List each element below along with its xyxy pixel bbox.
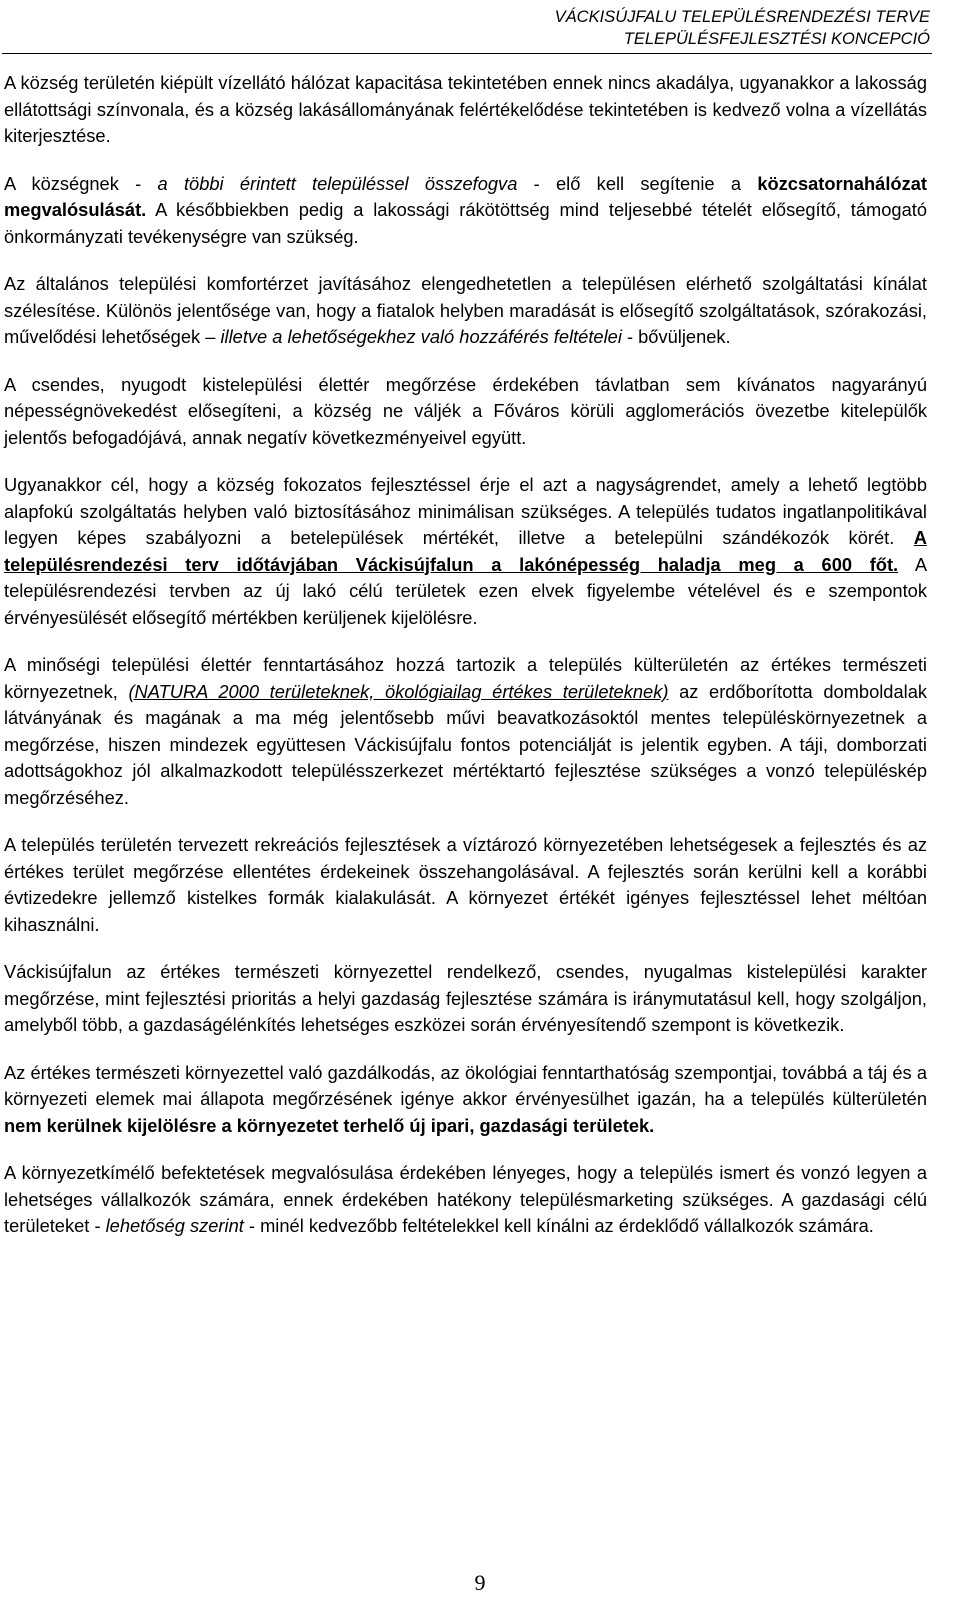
paragraph (4, 472, 927, 631)
text-run: nem kerülnek kijelölésre a környezetet terhelő új ipari, gazdasági területek. (4, 1114, 655, 1136)
text-run: illetve a lehetőségekhez való hozzáférés feltételei (220, 326, 622, 347)
text-run: A község területén kiépült vízellátó hálózat kapacitása tekintetében ennek nincs akadálya, ugyanakkor a lakosság ellátottsági színvonala, és a község lakásállományának felértékelődése tekintetében is kedvező volna a vízellátás kiterjesztése. (4, 72, 927, 146)
text-run: A későbbiekben pedig a lakossági rákötöttség mind teljesebbé tételét elősegítő, támogató önkormányzati tevékenységre van szükség. (4, 199, 927, 247)
text-run: Váckisújfalun az értékes természeti környezettel rendelkező, csendes, nyugalmas kistelepülési karakter megőrzése, mint fejlesztési prioritás a helyi gazdaság fejlesztése számára is iránymutatásul kell, hogy szolgáljon, amelyből több, a gazdaságélénkítés lehetséges eszközei során érvényesítendő szempont is következik. (4, 961, 927, 1035)
text-run: lehetőség szerint (105, 1215, 244, 1236)
text-run: A település területén tervezett rekreációs fejlesztések a víztározó környezetében lehetségesek a fejlesztés és az értékes terület megőrzése ellentétes érdekeinek összehangolásával. A fejlesztés során kerülni kell a korábbi évtizedekre jellemző kistelkes formák kialakulását. A környezet értékét igényes fejlesztéssel lehet méltóan kihasználni. (4, 834, 927, 935)
text-run: - elő kell segítenie a (517, 172, 758, 194)
text-run: A minőségi települési élettér fenntartásához hozzá tartozik a település külterületén az értékes természeti környezetnek, (4, 654, 927, 702)
paragraph (4, 652, 927, 811)
paragraph (4, 959, 927, 1039)
header-title: VÁCKISÚJFALU TELEPÜLÉSRENDEZÉSI TERVE (554, 8, 930, 26)
text-run: A csendes, nyugodt kistelepülési élettér megőrzése érdekében távlatban sem kívánatos nagyarányú népességnövekedést elősegíteni, a község ne váljék a Főváros körüli agglomerációs övezetbe kitelepülők jelentős befogadójává, annak negatív következményeivel együtt. (4, 373, 927, 448)
running-header (555, 6, 930, 50)
header-subtitle: TELEPÜLÉSFEJLESZTÉSI KONCEPCIÓ (623, 30, 930, 48)
paragraph (4, 1060, 927, 1140)
paragraph (4, 271, 927, 351)
text-run: a többi érintett településsel összefogva (157, 172, 518, 194)
text-run: Az értékes természeti környezettel való gazdálkodás, az ökológiai fenntarthatóság szempontjai, továbbá a táj és a környezeti elemek mai állapota megőrzésének igénye akkor érvényesülhet igazán, ha a település külterületén (4, 1061, 927, 1109)
text-run: A környezetkímélő befektetések megvalósulása érdekében lényeges, hogy a település ismert és vonzó legyen a lehetséges vállalkozók számára, ennek érdekében hatékony településmarketing szükséges. A gazdasági célú területeket - (4, 1162, 927, 1236)
document-body (4, 70, 927, 1240)
text-run: Ugyanakkor cél, hogy a község fokozatos fejlesztéssel érje el azt a nagyságrendet, amely a lehető legtöbb alapfokú szolgáltatás helyben való biztosításához minimálisan szükséges. A település tudatos ingatlanpolitikával legyen képes szabályozni a betelepülések mértékét, illetve a betelepülni szándékozók körét. (4, 474, 927, 548)
text-run: Az általános települési komfortérzet javításához elengedhetetlen a településen elérhető szolgáltatási kínálat szélesítése. Különös jelentősége van, hogy a fiatalok helyben maradását is elősegítő szolgáltatások, szórakozási, művelődési lehetőségek – (4, 273, 927, 347)
header-rule (2, 53, 932, 54)
paragraph (4, 70, 927, 150)
paragraph (4, 832, 927, 938)
text-run: közcsatornahálózat megvalósulását. (4, 172, 927, 220)
paragraph (4, 372, 927, 452)
text-run: A községnek - (4, 172, 158, 194)
text-run: (NATURA 2000 területeknek, ökológiailag értékes területeknek) (128, 680, 669, 702)
text-run: A településrendezési terv időtávjában Váckisújfalun a lakónépesség haladja meg a 600 főt. (4, 527, 927, 575)
page-number: 9 (474, 1570, 486, 1595)
text-run: - minél kedvezőbb feltételekkel kell kínálni az érdeklődő vállalkozók számára. (243, 1215, 874, 1236)
paragraph (4, 1160, 927, 1240)
text-run: - bővüljenek. (621, 326, 731, 347)
paragraph (4, 171, 927, 251)
text-run: az erdőborította domboldalak látványának és magának a ma még jelentősebb művi beavatkozásoktól mentes településkörnyezetnek a megőrzése, hiszen mindezek együttesen Váckisújfalu fontos potenciálját is jelentik egyben. A táji, domborzati adottságokhoz jól alkalmazkodott településszerkezet mértéktartó fejlesztése szükséges a vonzó településkép megőrzéséhez. (4, 680, 928, 808)
text-run: A településrendezési tervben az új lakó célú területek ezen elvek figyelembe vételével és e szempontok érvényesülését elősegítő mértékben kerüljenek kijelölésre. (4, 553, 928, 628)
